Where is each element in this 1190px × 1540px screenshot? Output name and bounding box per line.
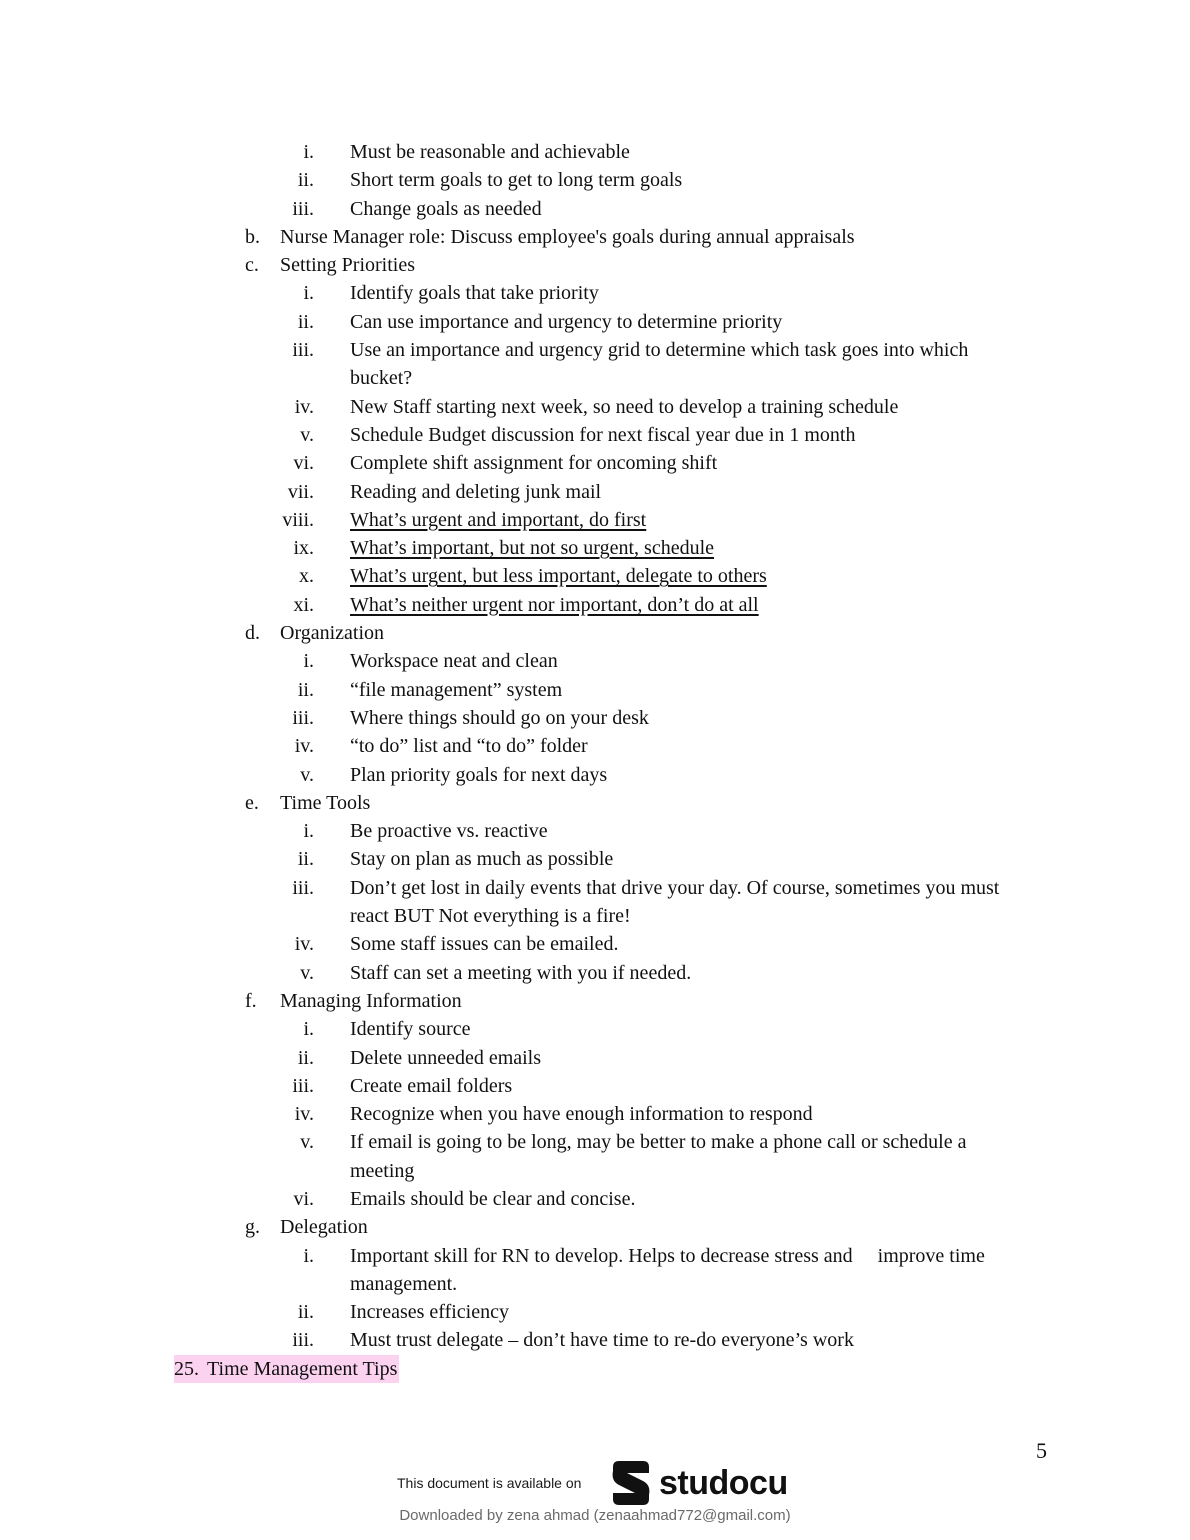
outline-item	[0, 562, 1190, 590]
list-marker: v.	[300, 423, 314, 446]
studocu-mark-icon	[609, 1459, 653, 1507]
list-marker: b.	[245, 225, 260, 248]
list-text: Organization	[280, 622, 385, 645]
outline-item	[0, 251, 1190, 279]
list-text: Time Management Tips	[207, 1357, 398, 1380]
list-marker: i.	[303, 1018, 314, 1041]
studocu-wordmark: studocu	[659, 1463, 788, 1502]
outline-item	[0, 1072, 1190, 1100]
outline-item	[0, 308, 1190, 336]
list-marker: iii.	[292, 339, 314, 362]
list-text: management.	[350, 1272, 458, 1295]
list-text: Recognize when you have enough information to respond	[350, 1103, 813, 1126]
list-marker: d.	[245, 622, 260, 645]
outline-item	[0, 732, 1190, 760]
list-marker: v.	[300, 961, 314, 984]
list-text: What’s urgent, but less important, delegate to others	[350, 565, 767, 588]
list-marker: ii.	[297, 848, 314, 871]
list-marker: v.	[300, 763, 314, 786]
outline-item	[0, 364, 1190, 392]
outline-item	[0, 817, 1190, 845]
list-marker: iii.	[292, 197, 314, 220]
list-text: Managing Information	[280, 989, 462, 1012]
list-text: meeting	[350, 1159, 415, 1182]
highlighted-heading	[174, 1355, 399, 1383]
document-outline	[0, 138, 1190, 1383]
list-marker: f.	[245, 989, 257, 1012]
outline-item	[0, 1298, 1190, 1326]
list-text: Time Tools	[280, 791, 371, 814]
list-marker: ii.	[297, 1046, 314, 1069]
list-marker: iii.	[292, 1329, 314, 1352]
list-marker: iv.	[294, 1103, 314, 1126]
outline-item	[0, 1100, 1190, 1128]
list-text: Workspace neat and clean	[350, 650, 558, 673]
downloaded-by-text: Downloaded by zena ahmad (zenaahmad772@gmail.com)	[399, 1507, 791, 1524]
outline-item	[0, 789, 1190, 817]
list-marker: iv.	[294, 933, 314, 956]
list-text: Emails should be clear and concise.	[350, 1187, 636, 1210]
list-marker: iii.	[292, 876, 314, 899]
outline-item	[0, 987, 1190, 1015]
outline-item	[0, 1355, 1190, 1383]
outline-item	[0, 1326, 1190, 1354]
list-text: Be proactive vs. reactive	[350, 820, 548, 843]
list-marker: i.	[303, 282, 314, 305]
list-text: Can use importance and urgency to determine priority	[350, 310, 783, 333]
list-text: Create email folders	[350, 1074, 513, 1097]
list-text: Short term goals to get to long term goals	[350, 169, 683, 192]
outline-item	[0, 1242, 1190, 1270]
list-text: Don’t get lost in daily events that drive your day. Of course, sometimes you must	[350, 876, 1000, 899]
list-text: Must be reasonable and achievable	[350, 141, 630, 163]
list-marker: ii.	[297, 310, 314, 333]
outline-item	[0, 1270, 1190, 1298]
list-text: Use an importance and urgency grid to determine which task goes into which	[350, 339, 969, 362]
outline-item	[0, 930, 1190, 958]
list-marker: v.	[300, 1131, 314, 1154]
list-marker: ii.	[297, 678, 314, 701]
list-text: What’s neither urgent nor important, don’t do at all	[350, 593, 759, 616]
list-marker: c.	[245, 254, 259, 277]
list-text: “file management” system	[350, 678, 563, 701]
outline-item	[0, 393, 1190, 421]
outline-item	[0, 138, 1190, 166]
outline-item	[0, 336, 1190, 364]
outline-item	[0, 478, 1190, 506]
outline-item	[0, 902, 1190, 930]
outline-item	[0, 676, 1190, 704]
studocu-logo[interactable]	[609, 1458, 788, 1508]
list-text: What’s urgent and important, do first	[350, 508, 647, 531]
list-marker: iii.	[292, 706, 314, 729]
outline-item	[0, 704, 1190, 732]
list-marker: x.	[299, 565, 314, 588]
outline-item	[0, 223, 1190, 251]
list-marker: viii.	[282, 508, 314, 531]
list-text: Identify source	[350, 1018, 471, 1041]
outline-item	[0, 874, 1190, 902]
list-text: Staff can set a meeting with you if needed.	[350, 961, 692, 984]
outline-item	[0, 761, 1190, 789]
list-text: Change goals as needed	[350, 197, 542, 220]
list-text: New Staff starting next week, so need to develop a training schedule	[350, 395, 899, 418]
list-marker: i.	[303, 1244, 314, 1267]
outline-item	[0, 591, 1190, 619]
outline-item	[0, 506, 1190, 534]
list-text: If email is going to be long, may be better to make a phone call or schedule a	[350, 1131, 967, 1154]
list-text: Reading and deleting junk mail	[350, 480, 602, 503]
outline-item	[0, 845, 1190, 873]
list-text: What’s important, but not so urgent, schedule	[350, 537, 715, 560]
outline-item	[0, 1015, 1190, 1043]
outline-item	[0, 1044, 1190, 1072]
list-text: Delegation	[280, 1216, 368, 1239]
list-text: “to do” list and “to do” folder	[350, 735, 588, 758]
list-marker: vii.	[287, 480, 314, 503]
list-text: Setting Priorities	[280, 254, 415, 277]
list-marker: iv.	[294, 735, 314, 758]
list-text: Complete shift assignment for oncoming shift	[350, 452, 718, 475]
list-marker: vi.	[293, 452, 314, 475]
list-marker: i.	[303, 650, 314, 673]
page-number: 5	[1036, 1438, 1047, 1463]
list-marker: ii.	[297, 169, 314, 192]
available-on-text: This document is available on	[397, 1475, 582, 1491]
outline-item	[0, 421, 1190, 449]
outline-item	[0, 619, 1190, 647]
outline-item	[0, 449, 1190, 477]
list-marker: e.	[245, 791, 259, 814]
list-marker: ix.	[293, 537, 314, 560]
list-text: Schedule Budget discussion for next fiscal year due in 1 month	[350, 423, 856, 446]
outline-item	[0, 1185, 1190, 1213]
list-text: Some staff issues can be emailed.	[350, 933, 619, 956]
outline-item	[0, 1213, 1190, 1241]
list-marker: iii.	[292, 1074, 314, 1097]
list-text: Delete unneeded emails	[350, 1046, 542, 1069]
list-marker: 25.	[174, 1357, 199, 1380]
outline-item	[0, 195, 1190, 223]
list-text: Stay on plan as much as possible	[350, 848, 614, 871]
outline-item	[0, 534, 1190, 562]
list-text: Must trust delegate – don’t have time to re-do everyone’s work	[350, 1329, 854, 1352]
list-text: Identify goals that take priority	[350, 282, 599, 305]
outline-item	[0, 166, 1190, 194]
list-marker: i.	[303, 820, 314, 843]
list-text: Increases efficiency	[350, 1301, 509, 1324]
list-text: react BUT Not everything is a fire!	[350, 905, 631, 928]
list-text: Important skill for RN to develop. Helps to decrease stress and improve time	[350, 1244, 985, 1267]
list-text: Where things should go on your desk	[350, 706, 649, 729]
list-marker: ii.	[297, 1301, 314, 1324]
outline-item	[0, 647, 1190, 675]
list-marker: i.	[303, 141, 314, 163]
outline-item	[0, 1157, 1190, 1185]
outline-item	[0, 959, 1190, 987]
list-marker: vi.	[293, 1187, 314, 1210]
list-marker: iv.	[294, 395, 314, 418]
list-marker: g.	[245, 1216, 260, 1239]
list-marker: xi.	[293, 593, 314, 616]
list-text: bucket?	[350, 367, 413, 390]
list-text: Nurse Manager role: Discuss employee's goals during annual appraisals	[280, 225, 855, 248]
outline-item	[0, 1128, 1190, 1156]
list-text: Plan priority goals for next days	[350, 763, 608, 786]
outline-item	[0, 279, 1190, 307]
